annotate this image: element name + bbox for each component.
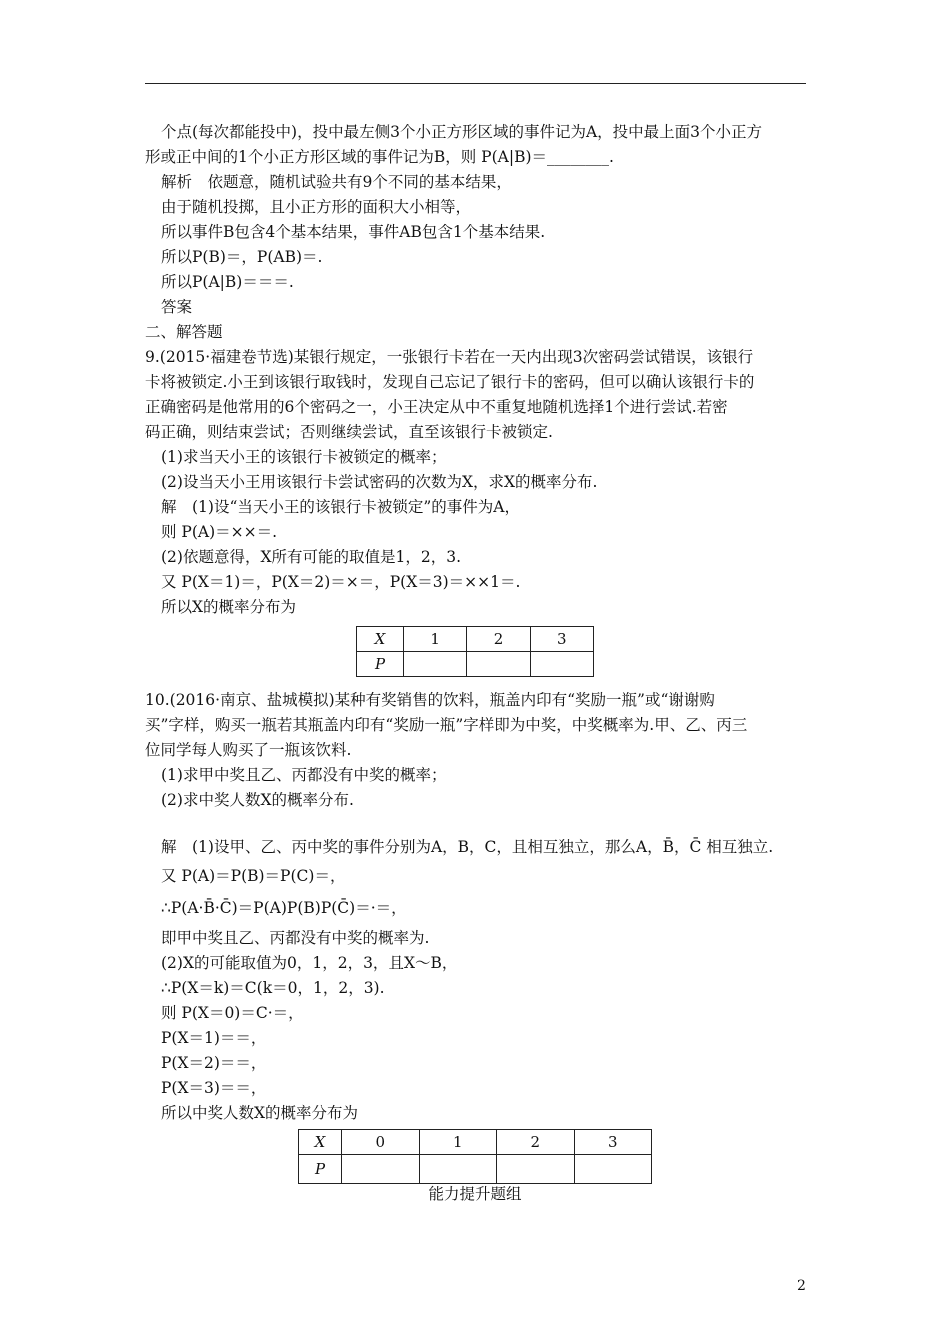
table-cell [467, 652, 530, 677]
table-cell [574, 1155, 652, 1184]
table-row-label: P [357, 652, 404, 677]
text-line: 则 P(A)＝××＝. [161, 523, 278, 541]
text-line: 卡将被锁定.小王到该银行取钱时，发现自己忘记了银行卡的密码，但可以确认该银行卡的 [145, 373, 755, 391]
table-header-cell: X [299, 1130, 342, 1155]
text-line: 个点(每次都能投中)，投中最左侧3个小正方形区域的事件记为A，投中最上面3个小正方 [161, 123, 763, 141]
table-cell [419, 1155, 497, 1184]
text-line: 所以中奖人数X的概率分布为 [161, 1104, 359, 1122]
text-line: 解 (1)设“当天小王的该银行卡被锁定”的事件为A， [161, 498, 520, 516]
text-line: 买”字样，购买一瓶若其瓶盖内印有“奖励一瓶”字样即为中奖，中奖概率为.甲、乙、丙三 [145, 716, 748, 734]
table-cell [404, 652, 467, 677]
text-line: 10.(2016·南京、盐城模拟)某种有奖销售的饮料，瓶盖内印有“奖励一瓶”或“谢谢购 [145, 691, 715, 709]
text-line: 正确密码是他常用的6个密码之一，小王决定从中不重复地随机选择1个进行尝试.若密 [145, 398, 728, 416]
section-caption: 能力提升题组 [428, 1185, 522, 1203]
probability-table-2 [298, 1129, 652, 1184]
table-cell [342, 1155, 420, 1184]
text-line: (1)求甲中奖且乙、丙都没有中奖的概率； [161, 766, 447, 784]
text-line: (2)X的可能取值为0，1，2，3，且X～B， [161, 954, 458, 972]
text-line: 则 P(X＝0)＝C·＝， [161, 1004, 304, 1022]
text-line: 所以X的概率分布为 [161, 598, 297, 616]
table-row-label: P [299, 1155, 342, 1184]
table-header-cell: 1 [404, 627, 467, 652]
text-line: ∴P(X＝k)＝C(k＝0，1，2，3). [161, 979, 385, 997]
text-line: 码正确，则结束尝试；否则继续尝试，直至该银行卡被锁定. [145, 423, 553, 441]
text-line: 位同学每人购买了一瓶该饮料. [145, 741, 352, 759]
text-line: (2)设当天小王用该银行卡尝试密码的次数为X，求X的概率分布. [161, 473, 598, 491]
text-line: 解析 依题意，随机试验共有9个不同的基本结果， [161, 173, 512, 191]
text-line: (2)依题意得，X所有可能的取值是1，2，3. [161, 548, 462, 566]
table-cell [530, 652, 593, 677]
text-line: (2)求中奖人数X的概率分布. [161, 791, 354, 809]
table-header-cell: 2 [497, 1130, 575, 1155]
table-header-cell: 0 [342, 1130, 420, 1155]
text-line: 解 (1)设甲、乙、丙中奖的事件分别为A，B，C，且相互独立，那么A，B̄，C̄ 相互独立. [161, 838, 774, 856]
text-line: 答案 [161, 298, 193, 316]
table-header-cell: 3 [530, 627, 593, 652]
text-line: 又 P(A)＝P(B)＝P(C)＝， [161, 867, 346, 885]
table-header-cell: X [357, 627, 404, 652]
text-line: 又 P(X＝1)＝，P(X＝2)＝×＝，P(X＝3)＝××1＝. [161, 573, 521, 591]
text-line: 9.(2015·福建卷节选)某银行规定，一张银行卡若在一天内出现3次密码尝试错误，该银行 [145, 348, 754, 366]
section-heading: 二、解答题 [145, 323, 223, 341]
table-header-cell: 1 [419, 1130, 497, 1155]
text-line: 形或正中间的1个小正方形区域的事件记为B，则 P(A|B)＝________. [145, 148, 614, 166]
table-header-cell: 3 [574, 1130, 652, 1155]
text-line: 由于随机投掷，且小正方形的面积大小相等， [161, 198, 472, 216]
text-line: 即甲中奖且乙、丙都没有中奖的概率为. [161, 929, 430, 947]
text-line: (1)求当天小王的该银行卡被锁定的概率； [161, 448, 447, 466]
table-header-cell: 2 [467, 627, 530, 652]
page-number: 2 [797, 1278, 806, 1294]
text-line: 所以P(B)＝，P(AB)＝. [161, 248, 323, 266]
text-line: ∴P(A·B̄·C̄)＝P(A)P(B)P(C̄)＝·＝， [161, 899, 407, 917]
text-line: P(X＝2)＝＝， [161, 1054, 267, 1072]
probability-table-1 [356, 626, 594, 677]
table-cell [497, 1155, 575, 1184]
header-rule [145, 83, 806, 84]
text-line: P(X＝1)＝＝， [161, 1029, 267, 1047]
text-line: 所以事件B包含4个基本结果，事件AB包含1个基本结果. [161, 223, 546, 241]
text-line: P(X＝3)＝＝， [161, 1079, 267, 1097]
text-line: 所以P(A|B)＝＝＝. [161, 273, 294, 291]
